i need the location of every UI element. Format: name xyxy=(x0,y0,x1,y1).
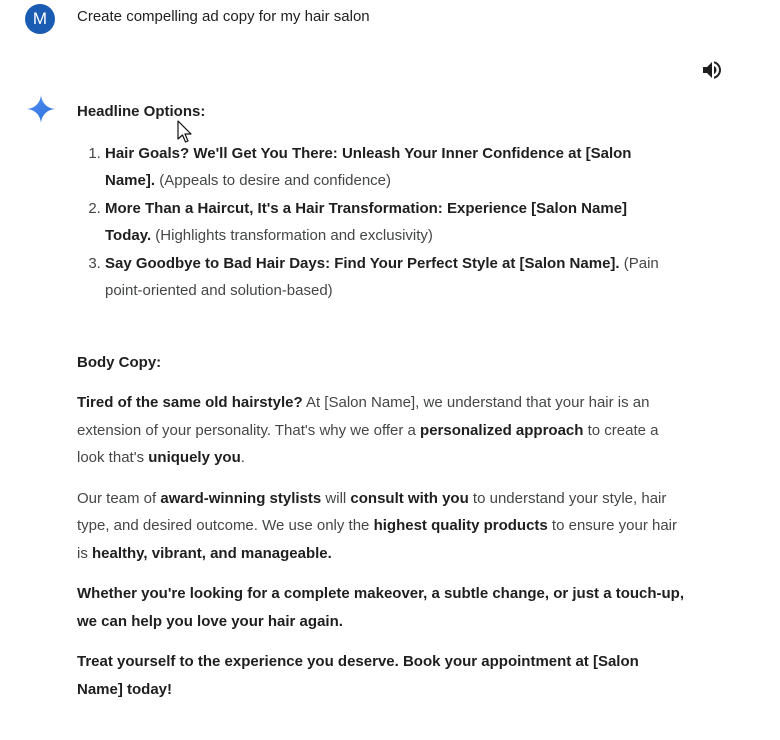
headline-text: Hair Goals? We'll Get You There: Unleash Your Inner Confidence at [Salon Name]. xyxy=(105,144,632,189)
headline-text: Say Goodbye to Bad Hair Days: Find Your Perfect Style at [Salon Name]. xyxy=(105,254,620,272)
body-text: At [Salon Name], we understand that your hair is an extension of your personality. That's why we offer a xyxy=(77,394,650,439)
body-copy-heading: Body Copy: xyxy=(77,353,162,371)
body-text: to understand your style, hair type, and desired outcome. We use only the xyxy=(77,489,667,534)
bold-text: consult with you xyxy=(350,489,469,507)
user-avatar: M xyxy=(25,4,55,34)
bold-text: Whether you're looking for a complete makeover, a subtle change, or just a touch-up, we can help you love your hair again. xyxy=(77,585,685,630)
body-paragraph-1 xyxy=(77,389,687,472)
bold-text: Treat yourself to the experience you deserve. Book your appointment at [Salon Name] today! xyxy=(77,653,639,698)
headline-note: (Appeals to desire and confidence) xyxy=(159,172,392,189)
headline-text: More Than a Haircut, It's a Hair Transformation: Experience [Salon Name] Today. xyxy=(105,199,628,244)
list-item xyxy=(105,195,665,250)
bold-text: Tired of the same old hairstyle? xyxy=(77,394,303,411)
headline-list xyxy=(77,140,665,305)
list-item xyxy=(105,250,665,305)
bold-text: personalized approach xyxy=(420,421,584,439)
body-paragraph-4 xyxy=(77,648,687,703)
bold-text: award-winning stylists xyxy=(160,489,322,507)
user-prompt-text: Create compelling ad copy for my hair salon xyxy=(77,8,370,25)
headline-note: (Highlights transformation and exclusivity) xyxy=(155,227,433,244)
body-text: . xyxy=(240,449,245,466)
bold-text: highest quality products xyxy=(373,517,548,534)
body-paragraph-2 xyxy=(77,485,687,568)
speaker-icon[interactable] xyxy=(700,58,724,82)
body-text: Our team of xyxy=(77,489,161,507)
body-text: to create a look that's xyxy=(77,421,659,466)
headline-options-heading: Headline Options: xyxy=(77,103,206,120)
headline-note: (Pain point-oriented and solution-based) xyxy=(105,254,659,299)
gemini-sparkle-icon xyxy=(26,94,56,124)
model-response xyxy=(77,98,697,703)
list-item xyxy=(105,140,665,195)
bold-text: healthy, vibrant, and manageable. xyxy=(92,544,332,562)
body-paragraph-3 xyxy=(77,580,687,635)
body-text: will xyxy=(321,489,351,507)
bold-text: uniquely you xyxy=(148,449,241,466)
body-text: to ensure your hair is xyxy=(77,517,678,562)
